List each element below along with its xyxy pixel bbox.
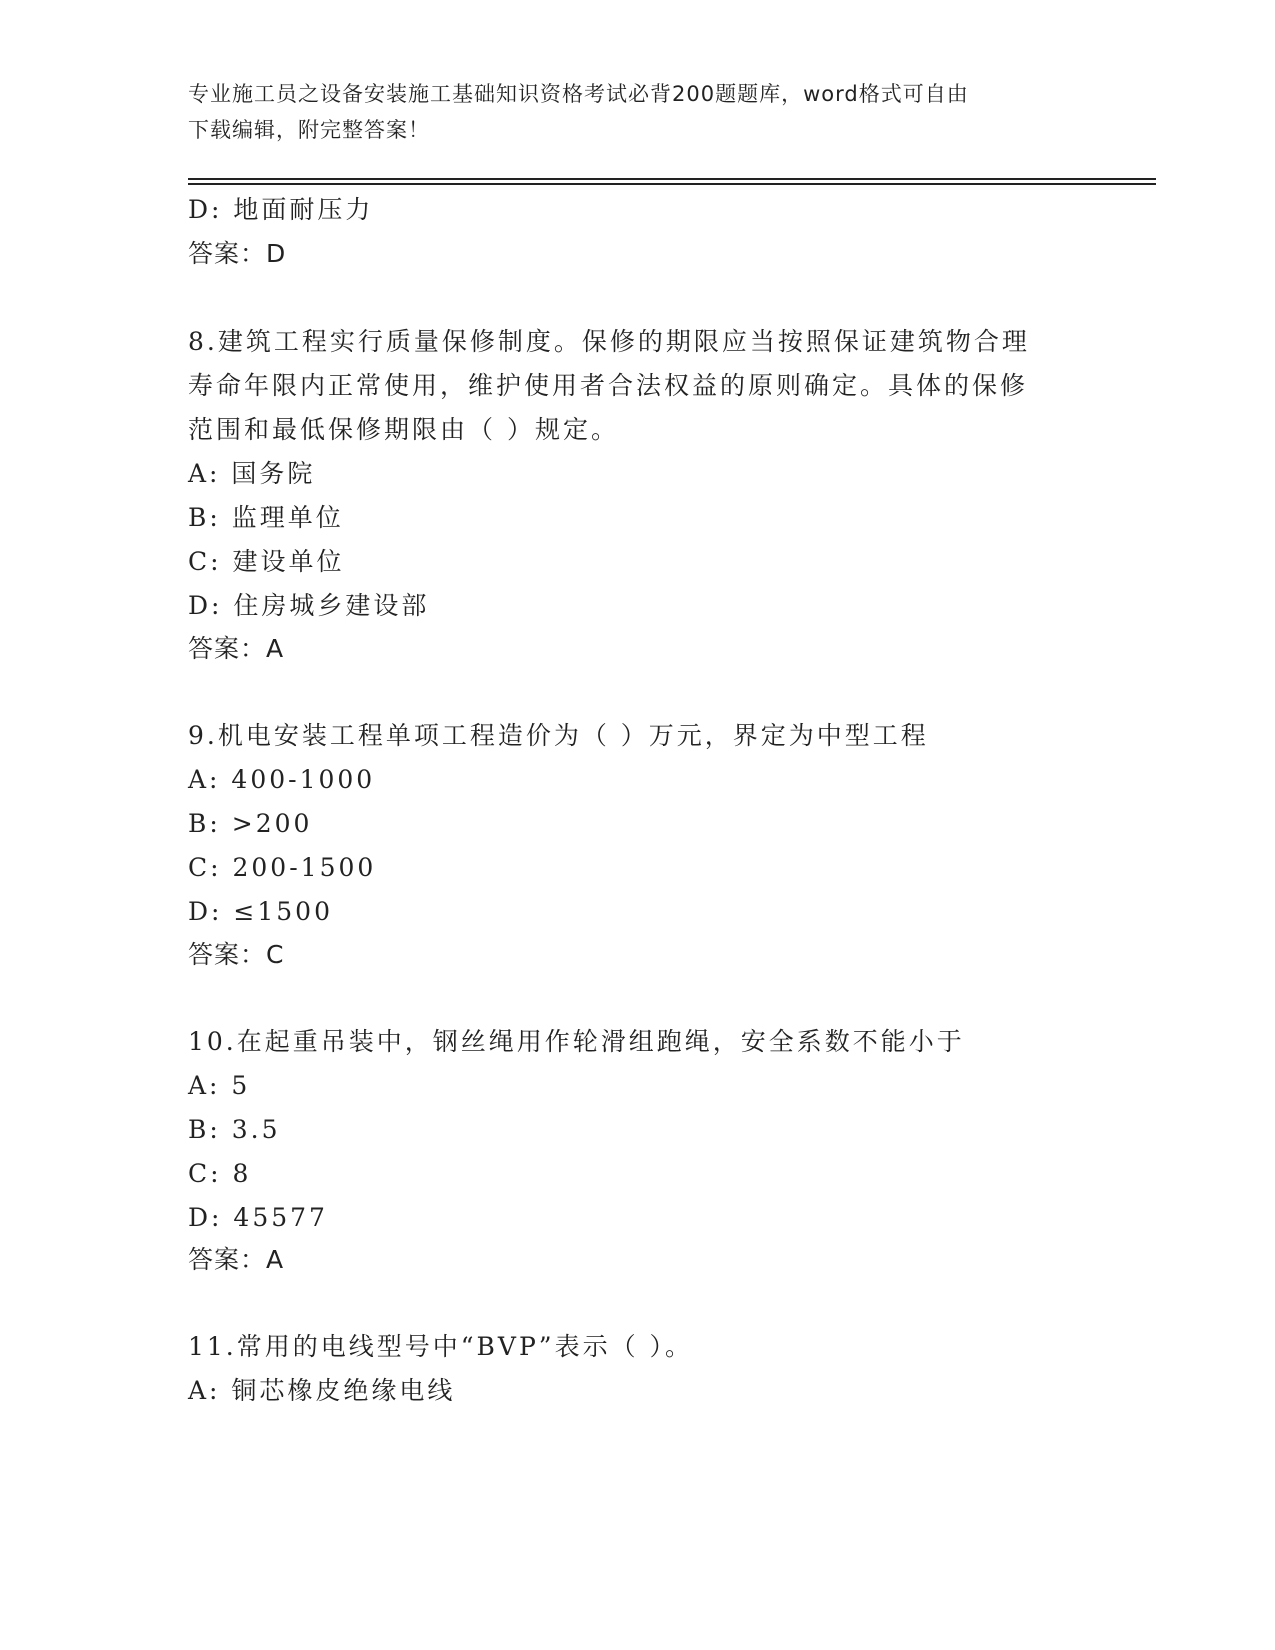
option-d: D: ≤1500 — [188, 897, 333, 926]
question-stem-line: 10.在起重吊装中，钢丝绳用作轮滑组跑绳，安全系数不能小于 — [188, 1027, 965, 1056]
option-a: A: 铜芯橡皮绝缘电线 — [188, 1376, 456, 1405]
document-title-line-1: 专业施工员之设备安装施工基础知识资格考试必背200题题库，word格式可自由 — [188, 82, 969, 106]
option-d: D: 45577 — [188, 1203, 328, 1232]
question-stem-line: 范围和最低保修期限由（ ）规定。 — [188, 415, 619, 444]
header-rule-top — [188, 178, 1156, 180]
option-a: A: 400-1000 — [188, 765, 376, 794]
document-title — [188, 76, 1068, 148]
header-rule-bottom — [188, 183, 1156, 185]
question-stem-line: 8.建筑工程实行质量保修制度。保修的期限应当按照保证建筑物合理 — [188, 327, 1030, 356]
option-d: D: 住房城乡建设部 — [188, 591, 430, 620]
option-c: C: 8 — [188, 1159, 252, 1188]
answer-key: 答案：C — [188, 940, 285, 969]
question-stem-line: 寿命年限内正常使用，维护使用者合法权益的原则确定。具体的保修 — [188, 371, 1029, 400]
option-a: A: 国务院 — [188, 459, 316, 488]
question-stem-line: 11.常用的电线型号中“BVP”表示（ ）。 — [188, 1332, 694, 1361]
question-stem-line: 9.机电安装工程单项工程造价为（ ）万元，界定为中型工程 — [188, 721, 929, 750]
document-title-line-2: 下载编辑，附完整答案！ — [188, 118, 430, 142]
option-b: B: 3.5 — [188, 1115, 281, 1144]
option-c: C: 200-1500 — [188, 853, 377, 882]
option-c: C: 建设单位 — [188, 547, 345, 576]
option-a: A: 5 — [188, 1071, 251, 1100]
option-b: B: 监理单位 — [188, 503, 344, 532]
answer-key: 答案：D — [188, 239, 287, 268]
option-d: D: 地面耐压力 — [188, 195, 374, 224]
option-b: B: >200 — [188, 809, 313, 838]
answer-key: 答案：A — [188, 1245, 285, 1274]
answer-key: 答案：A — [188, 634, 285, 663]
